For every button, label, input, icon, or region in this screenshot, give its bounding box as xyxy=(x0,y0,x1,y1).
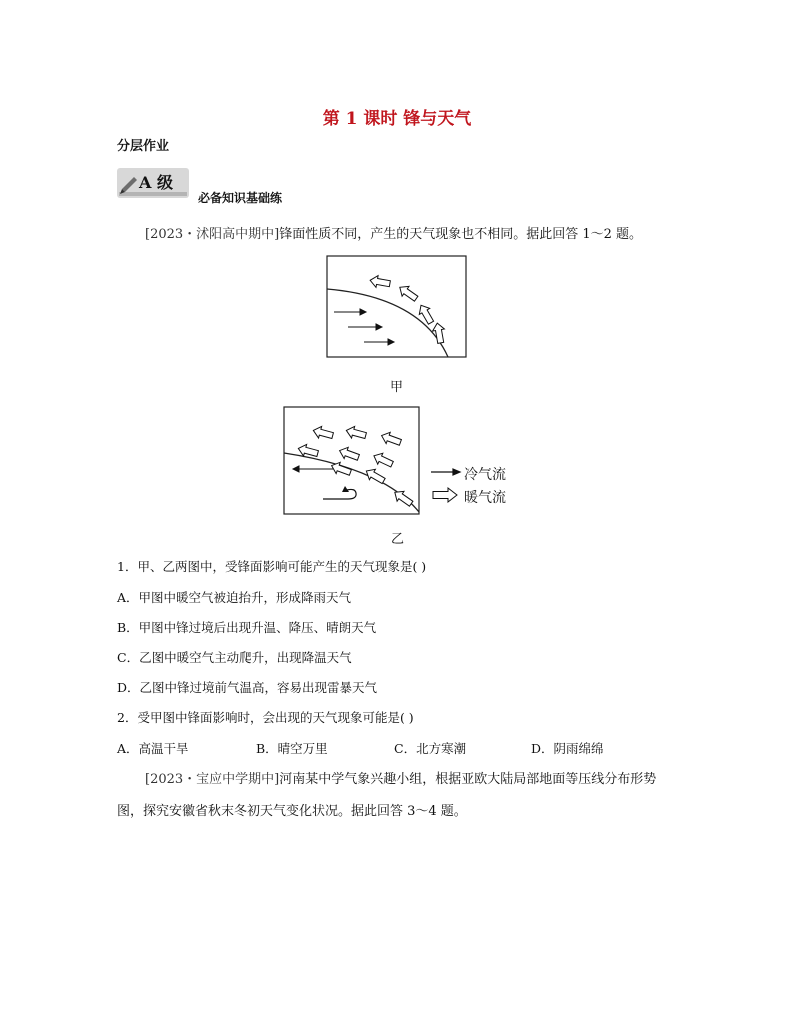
legend-warm-label: 暖气流 xyxy=(464,490,506,506)
question-2-option-c: C．北方寒潮 xyxy=(394,741,467,756)
question-1-option-d: D．乙图中锋过境前气温高，容易出现雷暴天气 xyxy=(117,680,378,695)
level-name: 必备知识基础练 xyxy=(198,191,283,205)
badge-shadow xyxy=(119,192,187,196)
group1-stem: 锋面性质不同，产生的天气现象也不相同。据此回答 1～2 题。 xyxy=(279,227,643,242)
legend-cold-arrow xyxy=(431,469,460,475)
section-label: 分层作业 xyxy=(117,139,170,154)
group1-intro xyxy=(145,223,642,242)
page-title: 第 1 课时 锋与天气 xyxy=(322,109,472,129)
question-2-option-d: D．阴雨绵绵 xyxy=(531,741,604,756)
figure-jia xyxy=(326,255,468,363)
question-2-stem: 2．受甲图中锋面影响时，会出现的天气现象可能是( ) xyxy=(117,710,414,725)
legend-cold-label: 冷气流 xyxy=(464,467,506,483)
group2-line2: 图，探究安徽省秋末冬初天气变化状况。据此回答 3～4 题。 xyxy=(117,804,467,819)
question-1-option-a: A．甲图中暖空气被迫抬升，形成降雨天气 xyxy=(117,590,352,605)
level-badge-graphic xyxy=(117,168,189,198)
question-2-option-a: A．高温干旱 xyxy=(117,741,189,756)
level-badge xyxy=(117,168,189,198)
figure-jia-diagram xyxy=(326,255,468,359)
question-1-option-c: C．乙图中暖空气主动爬升，出现降温天气 xyxy=(117,650,352,665)
legend-warm-arrow xyxy=(433,488,457,502)
group2-source: [2023・宝应中学期中] xyxy=(145,772,280,787)
question-2-option-b: B．晴空万里 xyxy=(256,741,328,756)
question-1-stem: 1．甲、乙两图中，受锋面影响可能产生的天气现象是( ) xyxy=(117,559,427,574)
figure-yi-caption: 乙 xyxy=(391,532,405,547)
group1-source: [2023・沭阳高中期中] xyxy=(145,227,280,242)
group2-line1: 河南某中学气象兴趣小组，根据亚欧大陆局部地面等压线分布形势 xyxy=(279,772,657,787)
badge-label: A 级 xyxy=(139,173,173,192)
figure-jia-caption: 甲 xyxy=(390,380,404,395)
group2-intro-line1 xyxy=(145,768,656,787)
question-1-option-b: B．甲图中锋过境后出现升温、降压、晴朗天气 xyxy=(117,620,377,635)
